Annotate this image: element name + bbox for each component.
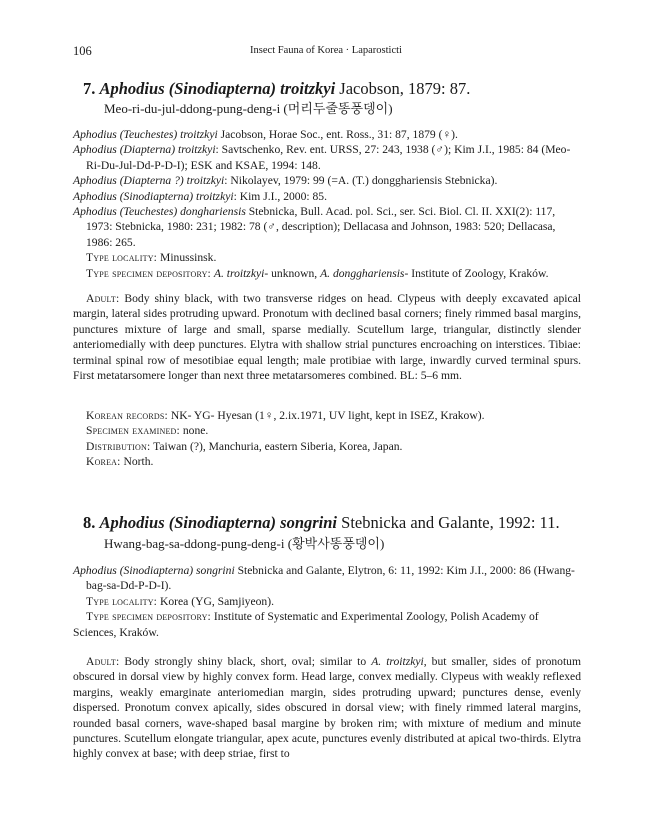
synonym-entry: Aphodius (Sinodiapterna) troitzkyi: Kim J.I., 2000: 85. (73, 189, 327, 203)
synonym-entry: Aphodius (Sinodiapterna) songrini Stebnicka and Galante, Elytron, 6: 11, 1992: Kim J.I., 2000: 86 (Hwang-bag-sa-Dd-P-D-I). (73, 564, 575, 593)
species-8-synonymy (73, 563, 581, 640)
running-title: Insect Fauna of Korea · Laparosticti (250, 45, 402, 56)
species-8-korean-name: Hwang-bag-sa-ddong-pung-deng-i (황박사똥풍뎅이) (104, 536, 385, 551)
korean-records: Korean records: NK- YG- Hyesan (1♀, 2.ix.1971, UV light, kept in ISEZ, Krakow). (86, 409, 485, 422)
synonym-entry: Aphodius (Diapterna) troitzkyi: Savtschenko, Rev. ent. URSS, 27: 243, 1938 (♂); Kim J.I., 1985: 84 (Meo-Ri-Du-Jul-Dd-P-D-I); ESK and KSAE, 1994: 148. (73, 143, 571, 172)
korea: Korea: North. (86, 455, 154, 469)
type-locality: Type locality: Minussinsk. (86, 251, 217, 265)
specimen-examined: Specimen examined: none. (86, 424, 209, 438)
page-number: 106 (73, 44, 92, 58)
distribution: Distribution: Taiwan (?), Manchuria, eastern Siberia, Korea, Japan. (86, 439, 403, 453)
species-8-title: 8. Aphodius (Sinodiapterna) songrini Stebnicka and Galante, 1992: 11. (83, 513, 560, 532)
type-depository: Type specimen depository: Institute of Systematic and Experimental Zoology, Polish Academy of Sciences, Kraków. (73, 610, 539, 639)
synonym-entry: Aphodius (Teuchestes) troitzkyi Jacobson, Horae Soc., ent. Ross., 31: 87, 1879 (♀). (73, 128, 458, 141)
species-7-adult-description: Adult: Body shiny black, with two transverse ridges on head. Clypeus with deeply excavated apical margin, lateral sides protruding upward. Pronotum with declined basal corners; finely rimmed basal margins, punctures mixture of large and small, sparse medially. Scutellum large, triangular, distinctly slender anteriomedially with deep punctures. Elytra with shallow strial punctures encroaching on interstices. Tibiae: terminal spinal row of mesotibiae equal length; male protibiae with large, inwardly curved terminal spurs. First metatarsomere longer than next three metatarsomeres combined. BL: 5–6 mm. (73, 292, 581, 383)
synonym-entry: Aphodius (Diapterna ?) troitzkyi: Nikolayev, 1979: 99 (=A. (T.) dongghariensis Stebnicka). (73, 174, 498, 188)
species-8-adult-description: Adult: Body strongly shiny black, short, oval; similar to A. troitzkyi, but smaller, sides of pronotum obscured in dorsal view by highly convex form. Head large, convex medially. Clypeus with weakly reflexed margins, weakly emarginate anteriomedian margin, sides protruding upward; punctures dense, evenly dispersed. Pronotum convex apically, sides obscured in dorsal view; with finely rimmed lateral margins, rounded basal corners, wave-shaped basal margine by broken rim; with mixture of medium and minute punctures. Scutellum elongate triangular, apex acute, punctures evenly distributed at apical two-thirds. Elytra highly convex at base; with deep striae, first to (73, 655, 582, 761)
type-locality: Type locality: Korea (YG, Samjiyeon). (86, 594, 274, 608)
species-7-korean-name: Meo-ri-du-jul-ddong-pung-deng-i (머리두줄똥풍뎅이) (104, 101, 393, 116)
type-depository: Type specimen depository: A. troitzkyi- unknown, A. dongghariensis- Institute of Zoology, Kraków. (86, 266, 549, 280)
species-7-synonymy (73, 127, 581, 281)
synonym-entry: Aphodius (Teuchestes) donghariensis Stebnicka, Bull. Acad. pol. Sci., ser. Sci. Biol. Cl. II. XXI(2): 117, 1973: Stebnicka, 1980: 231; 1982: 78 (♂, description); Dellacasa and Johnson, 1983: 520; Dellacasa, 1986: 265. (73, 205, 556, 249)
species-7-title: 7. Aphodius (Sinodiapterna) troitzkyi Jacobson, 1879: 87. (83, 79, 471, 98)
species-7-records (73, 408, 581, 470)
